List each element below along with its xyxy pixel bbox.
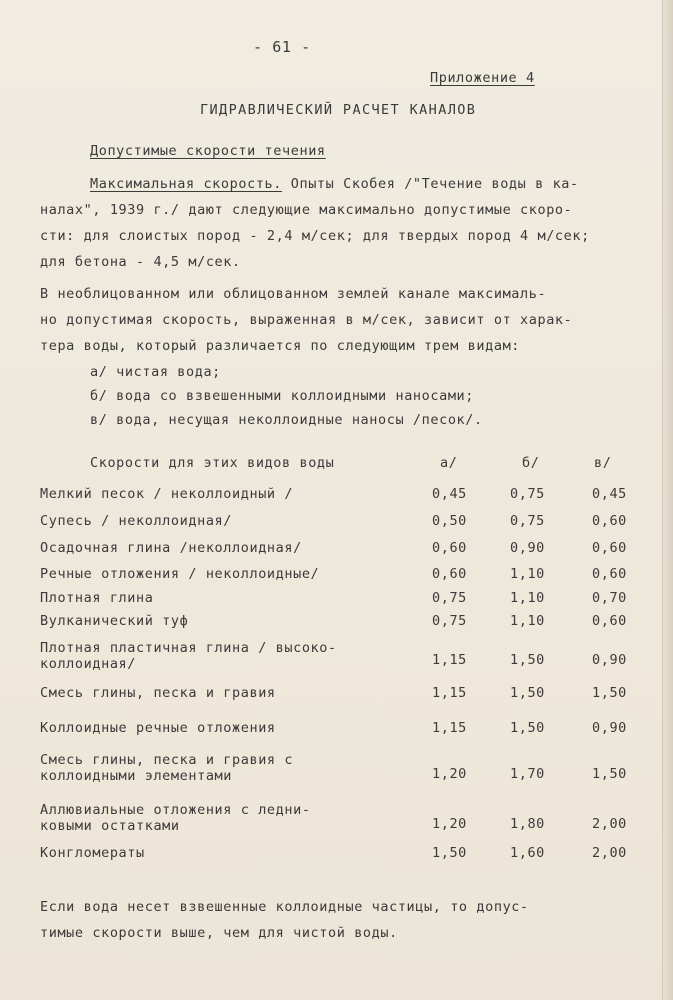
value-a: 0,50 [432,513,467,529]
value-b: 1,50 [510,652,545,668]
soil-type: Смесь глины, песка и гравия с коллоидными элементами [40,752,294,784]
value-a: 0,60 [432,566,467,582]
value-c: 0,60 [592,566,627,582]
value-b: 1,70 [510,766,545,782]
value-b: 0,90 [510,540,545,556]
value-c: 0,70 [592,590,627,606]
table-header-col-b: б/ [522,455,540,471]
value-b: 1,80 [510,816,545,832]
value-c: 1,50 [592,766,627,782]
value-c: 0,90 [592,720,627,736]
list-item: а/ чистая вода; [90,364,221,380]
value-a: 0,75 [432,590,467,606]
value-a: 0,45 [432,486,467,502]
paragraph-line [90,176,579,192]
soil-type: Осадочная глина /неколлоидная/ [40,540,302,556]
value-b: 1,60 [510,845,545,861]
soil-type: Речные отложения / неколлоидные/ [40,566,320,582]
document-title: ГИДРАВЛИЧЕСКИЙ РАСЧЕТ КАНАЛОВ [200,102,477,118]
paragraph-line: тимые скорости выше, чем для чистой воды. [40,925,398,941]
soil-type: Плотная глина [40,590,154,606]
value-c: 2,00 [592,845,627,861]
section-heading: Допустимые скорости течения [90,143,326,159]
table-header-label: Скорости для этих видов воды [90,455,335,471]
value-b: 1,50 [510,685,545,701]
value-a: 1,20 [432,766,467,782]
paragraph-line: сти: для слоистых пород - 2,4 м/сек; для твердых пород 4 м/сек; [40,228,590,244]
soil-type: Мелкий песок / неколлоидный / [40,486,294,502]
value-b: 1,10 [510,590,545,606]
line-text: Опыты Скобея /"Течение воды в ка- [282,176,579,192]
soil-type: Плотная пластичная глина / высоко- коллоидная/ [40,640,337,672]
value-b: 1,10 [510,566,545,582]
value-c: 0,90 [592,652,627,668]
value-b: 0,75 [510,486,545,502]
value-a: 1,20 [432,816,467,832]
value-b: 1,50 [510,720,545,736]
value-c: 1,50 [592,685,627,701]
value-a: 0,60 [432,540,467,556]
soil-type: Коллоидные речные отложения [40,720,276,736]
value-a: 1,15 [432,685,467,701]
paragraph-line: В необлицованном или облицованном землей канале максималь- [40,286,547,302]
value-c: 0,60 [592,613,627,629]
list-item: б/ вода со взвешенными коллоидными наносами; [90,388,475,404]
paragraph-line: но допустимая скорость, выраженная в м/сек, зависит от харак- [40,312,573,328]
value-b: 1,10 [510,613,545,629]
soil-type: Конгломераты [40,845,145,861]
paragraph-line: тера воды, который различается по следующим трем видам: [40,338,521,354]
value-c: 0,60 [592,540,627,556]
appendix-label: Приложение 4 [430,70,535,86]
value-c: 0,60 [592,513,627,529]
value-a: 1,15 [432,652,467,668]
list-item: в/ вода, несущая неколлоидные наносы /песок/. [90,412,483,428]
soil-type: Вулканический туф [40,613,189,629]
table-header-col-c: в/ [594,455,612,471]
value-b: 0,75 [510,513,545,529]
value-a: 1,50 [432,845,467,861]
paragraph-line: налах", 1939 г./ дают следующие максимально допустимые скоро- [40,202,573,218]
value-a: 0,75 [432,613,467,629]
paragraph-line: для бетона - 4,5 м/сек. [40,254,241,270]
page-edge [662,0,673,1000]
soil-type: Смесь глины, песка и гравия [40,685,276,701]
soil-type: Аллювиальные отложения с ледни- ковыми остатками [40,802,311,834]
lead-in-text: Максимальная скорость. [90,176,283,192]
paragraph-line: Если вода несет взвешенные коллоидные частицы, то допус- [40,899,529,915]
value-c: 0,45 [592,486,627,502]
table-header-col-a: а/ [440,455,458,471]
soil-type: Супесь / неколлоидная/ [40,513,233,529]
value-a: 1,15 [432,720,467,736]
value-c: 2,00 [592,816,627,832]
page-number: - 61 - [253,38,311,56]
